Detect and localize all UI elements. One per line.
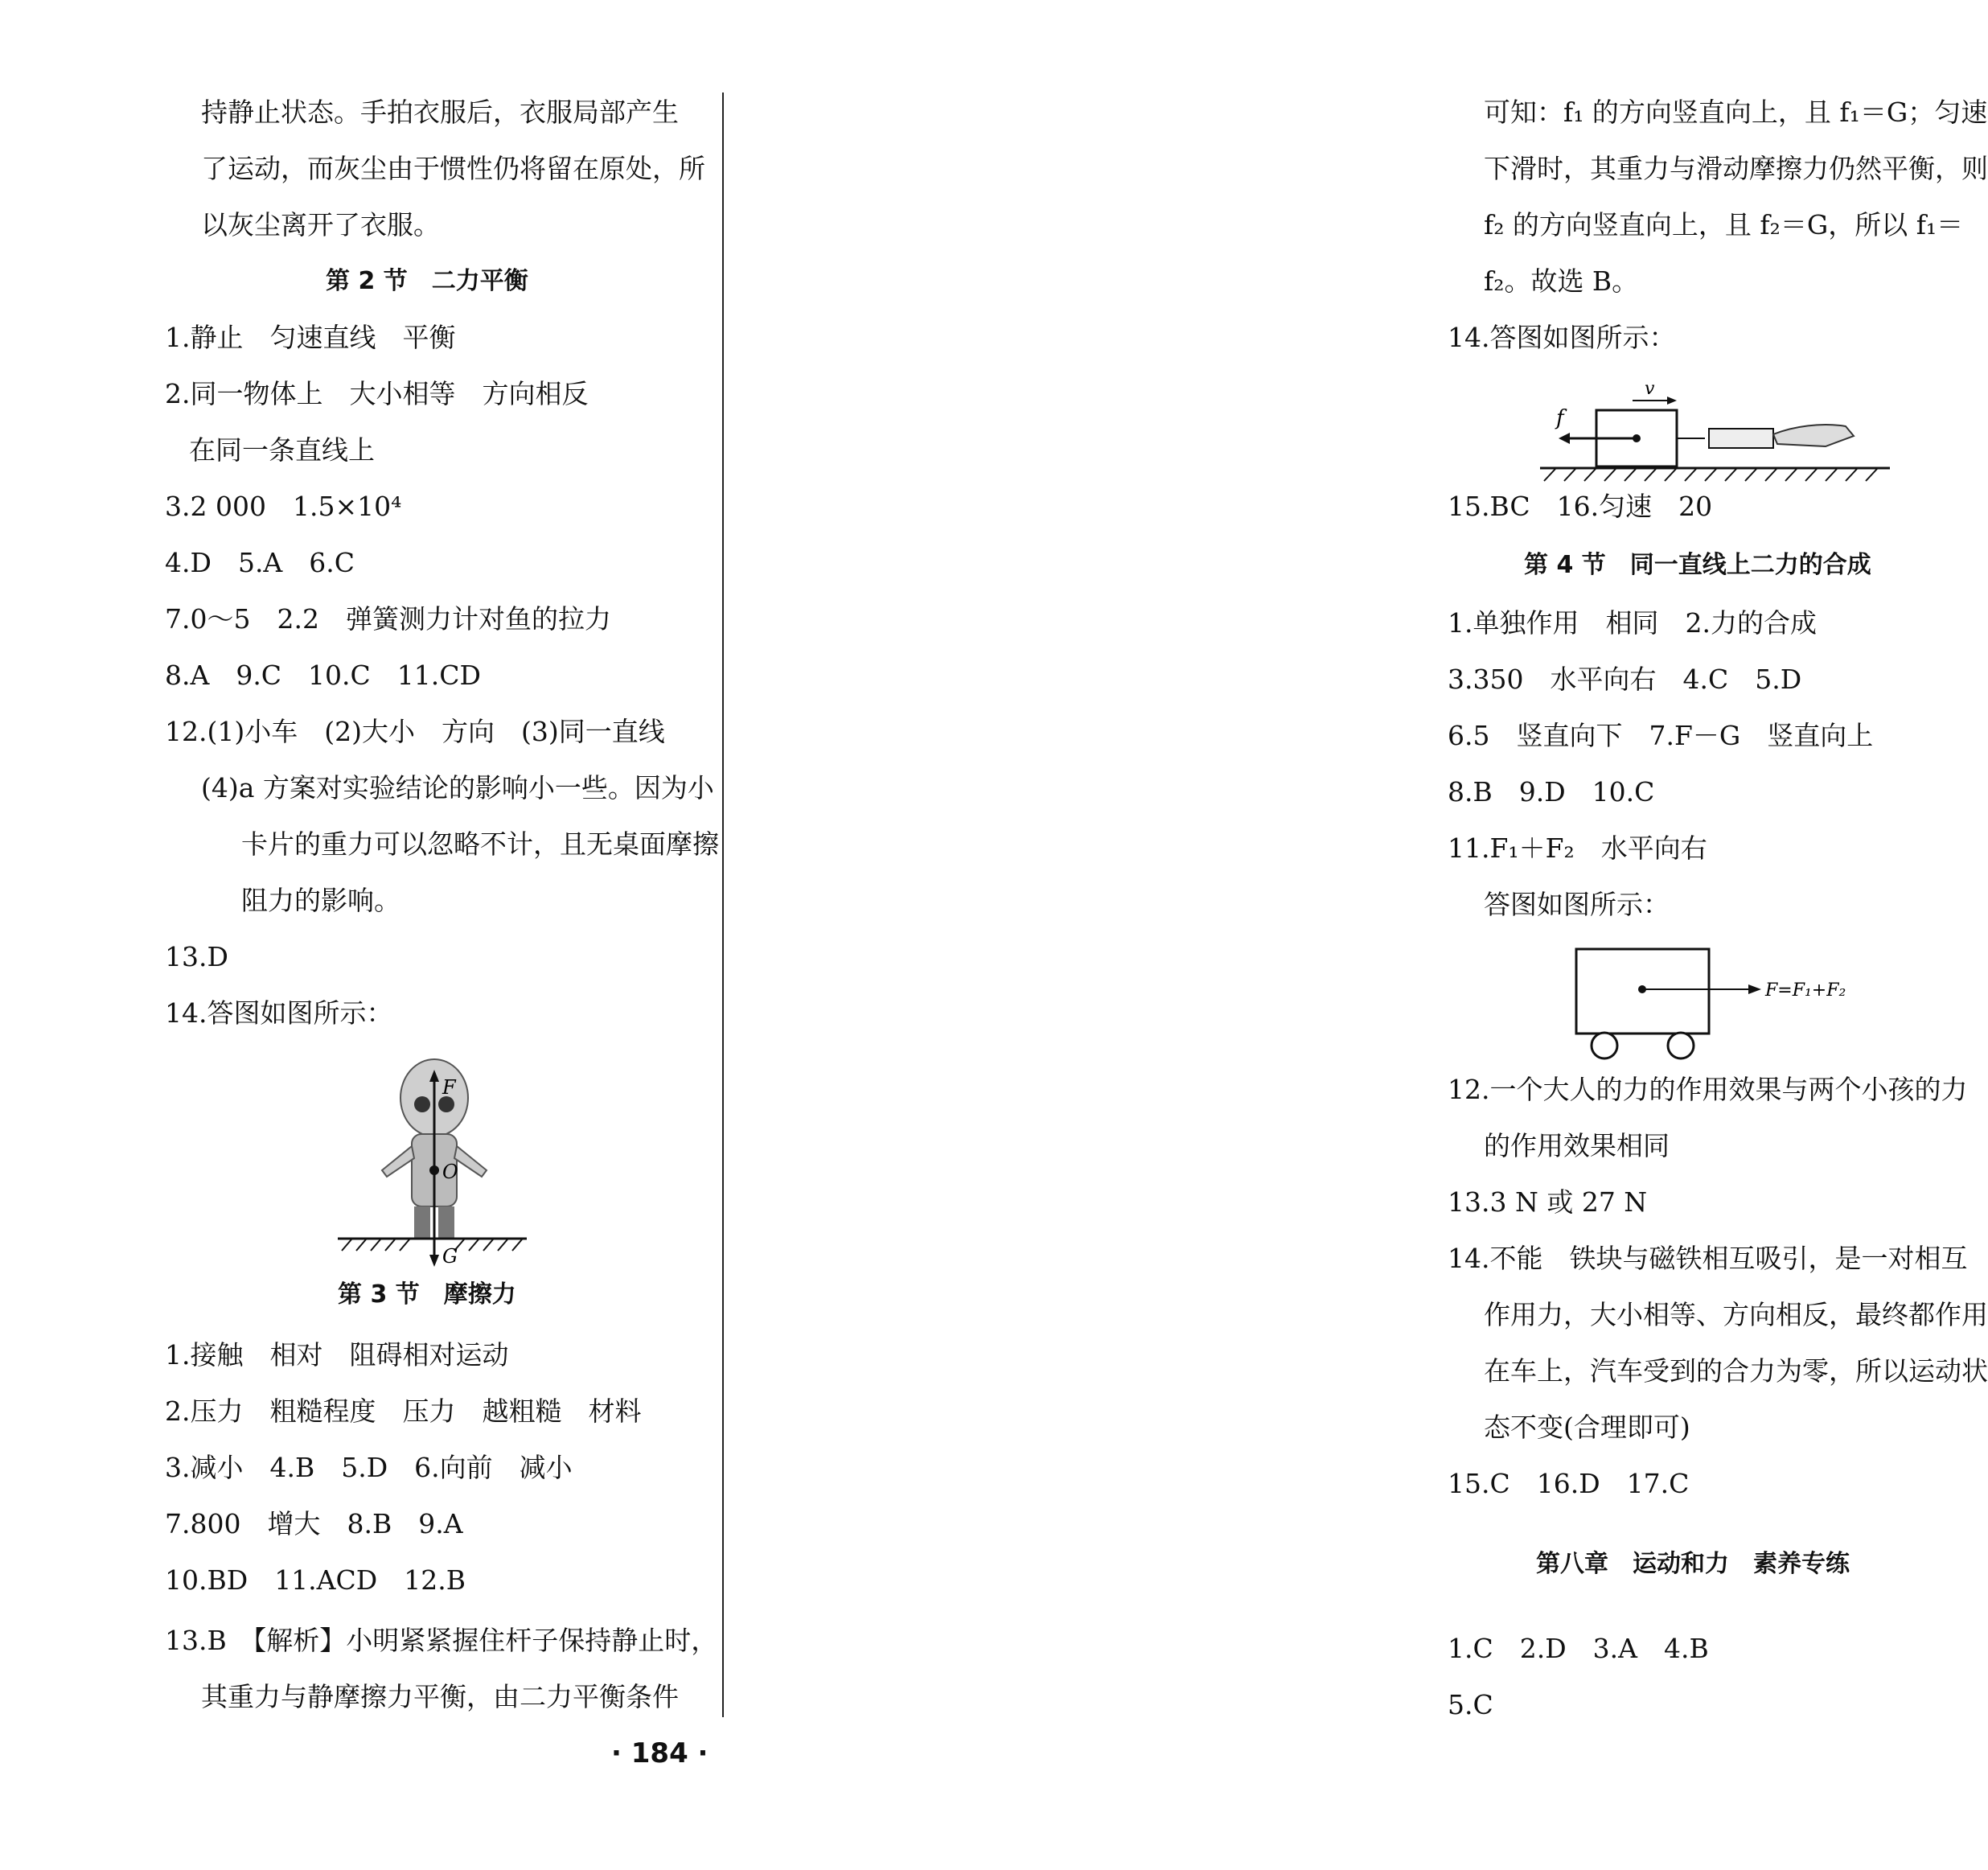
answer-line: 8.A 9.C 10.C 11.CD (165, 660, 481, 691)
answer-line: 2.压力 粗糙程度 压力 越粗糙 材料 (165, 1395, 642, 1427)
answer-line: 3.350 水平向右 4.C 5.D (1448, 664, 1802, 695)
friction-block-diagram (1536, 378, 1898, 499)
answer-line: 7.0～5 2.2 弹簧测力计对鱼的拉力 (165, 603, 611, 635)
ground-hatch (342, 1239, 522, 1251)
hand (1773, 425, 1854, 446)
answer-line: 11.F₁＋F₂ 水平向右 (1448, 832, 1707, 864)
mascot-force-diagram (334, 1050, 535, 1267)
answer-line: 15.BC 16.匀速 20 (1448, 491, 1713, 522)
spring-scale (1709, 429, 1773, 448)
answer-line: 1.C 2.D 3.A 4.B (1448, 1633, 1709, 1664)
block-center (1633, 434, 1641, 442)
answer-line: 1.静止 匀速直线 平衡 (165, 322, 456, 353)
section-3-title: 第 3 节 摩擦力 (338, 1280, 516, 1309)
answer-line: 12.一个大人的力的作用效果与两个小孩的力 (1448, 1074, 1968, 1105)
answer-line: 13.B 【解析】小明紧紧握住杆子保持静止时， (165, 1625, 718, 1656)
cart-wheel (1668, 1033, 1694, 1058)
answer-line: 13.3 N 或 27 N (1448, 1186, 1648, 1218)
section-2-title: 第 2 节 二力平衡 (326, 267, 528, 295)
answer-line: 4.D 5.A 6.C (165, 547, 355, 578)
label-g: G (442, 1245, 458, 1268)
answer-line: 12.(1)小车 (2)大小 方向 (3)同一直线 (165, 716, 665, 747)
resultant-force-arrowhead (1748, 984, 1761, 994)
answer-line: 7.800 增大 8.B 9.A (165, 1508, 463, 1539)
answer-line: 13.D (165, 941, 228, 972)
answer-line: 2.同一物体上 大小相等 方向相反 (165, 378, 589, 409)
answer-line: 1.接触 相对 阻碍相对运动 (165, 1339, 509, 1371)
center-point-o (429, 1165, 439, 1175)
answer-line: 6.5 竖直向下 7.F－G 竖直向上 (1448, 720, 1874, 751)
answer-line: 作用力，大小相等、方向相反，最终都作用 (1484, 1299, 1988, 1330)
label-f: f (1556, 406, 1564, 430)
answer-line: 14.不能 铁块与磁铁相互吸引，是一对相互 (1448, 1243, 1968, 1274)
ground-hatch (1544, 469, 1877, 481)
answer-line: 在同一条直线上 (189, 434, 375, 466)
text-line: 下滑时，其重力与滑动摩擦力仍然平衡，则 (1484, 153, 1988, 184)
answer-line: 14.答图如图所示： (165, 997, 393, 1029)
velocity-arrowhead (1667, 397, 1677, 405)
answer-line: 15.C 16.D 17.C (1448, 1468, 1690, 1499)
answer-line: 5.C (1448, 1689, 1493, 1720)
friction-arrowhead (1559, 433, 1570, 444)
answer-line: 其重力与静摩擦力平衡，由二力平衡条件 (201, 1681, 679, 1712)
page-number: · 184 · (611, 1737, 709, 1769)
chapter-8-title: 第八章 运动和力 素养专练 (1536, 1550, 1850, 1578)
text-line: 可知：f₁ 的方向竖直向上，且 f₁＝G；匀速 (1484, 97, 1988, 128)
answer-line: 的作用效果相同 (1484, 1130, 1670, 1161)
text-line: f₂。故选 B。 (1484, 265, 1639, 297)
answer-line: 态不变(合理即可) (1484, 1412, 1690, 1443)
answer-line: 答图如图所示： (1484, 889, 1670, 920)
label-o: O (442, 1161, 458, 1183)
cart-wheel (1592, 1033, 1617, 1058)
answer-line: 1.单独作用 相同 2.力的合成 (1448, 607, 1817, 639)
answer-line: 3.2 000 1.5×10⁴ (165, 491, 402, 522)
text-line: 以灰尘离开了衣服。 (201, 209, 440, 240)
cart-resultant-force-diagram (1568, 941, 1890, 1062)
answer-line: 3.减小 4.B 5.D 6.向前 减小 (165, 1452, 573, 1483)
label-v: v (1645, 379, 1655, 399)
answer-line: (4)a 方案对实验结论的影响小一些。因为小 (201, 772, 714, 803)
label-resultant: F=F₁+F₂ (1765, 980, 1846, 1001)
answer-line: 在车上，汽车受到的合力为零，所以运动状 (1484, 1355, 1988, 1387)
force-g-arrowhead (429, 1255, 439, 1267)
text-line: f₂ 的方向竖直向上，且 f₂＝G，所以 f₁＝ (1484, 209, 1964, 240)
section-4-title: 第 4 节 同一直线上二力的合成 (1524, 551, 1871, 579)
text-line: 持静止状态。手拍衣服后，衣服局部产生 (201, 97, 679, 128)
text-line: 了运动，而灰尘由于惯性仍将留在原处，所 (201, 153, 705, 184)
answer-line: 阻力的影响。 (241, 885, 400, 916)
answer-line: 14.答图如图所示： (1448, 322, 1676, 353)
answer-line: 10.BD 11.ACD 12.B (165, 1564, 466, 1596)
column-divider (722, 92, 724, 1717)
label-f: F (442, 1076, 456, 1099)
answer-line: 卡片的重力可以忽略不计，且无桌面摩擦 (241, 828, 719, 860)
answer-line: 8.B 9.D 10.C (1448, 776, 1655, 808)
